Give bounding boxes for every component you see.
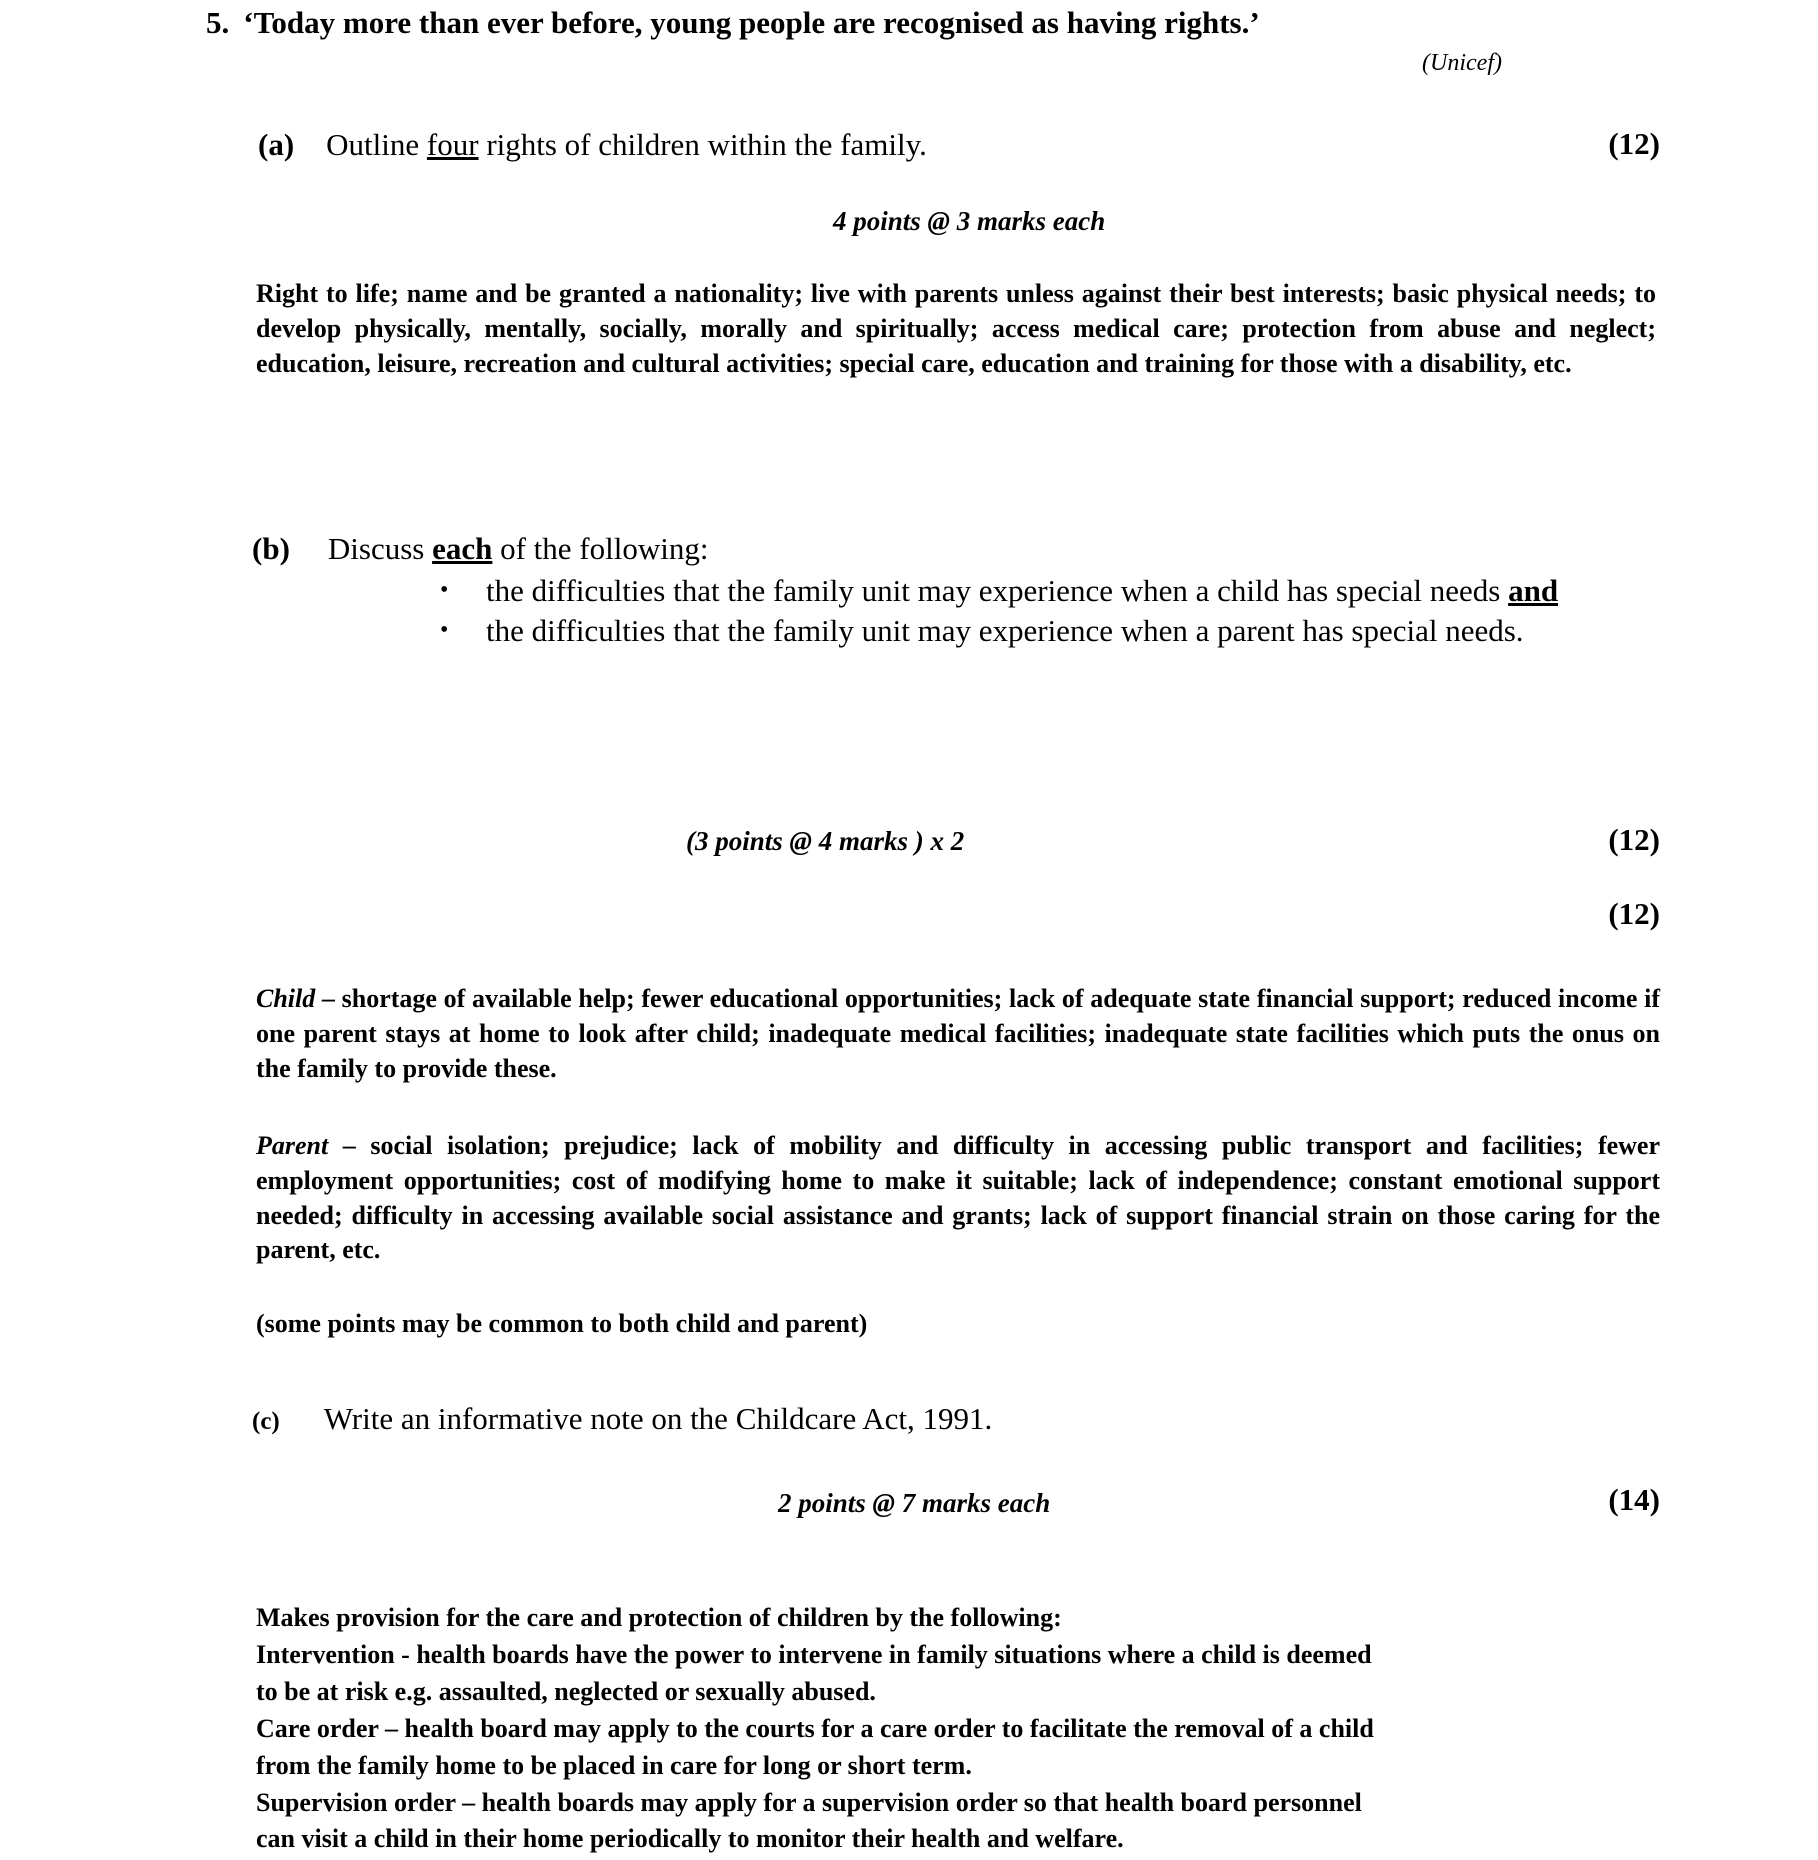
part-b-text — [328, 530, 1252, 567]
list-item — [440, 612, 1630, 650]
part-b-bullet-list — [440, 572, 1630, 652]
part-c-label: (c) — [252, 1408, 280, 1435]
part-b-scheme: (3 points @ 4 marks ) x 2 — [686, 826, 965, 856]
part-b-label: (b) — [252, 531, 290, 566]
part-b-marks-second: (12) — [1608, 896, 1660, 931]
part-a-row — [258, 126, 1318, 163]
answer-line: to be at risk e.g. assaulted, neglected or sexually abused. — [256, 1676, 876, 1706]
part-b-row — [252, 530, 1252, 567]
answer-line: can visit a child in their home periodically to monitor their health and welfare. — [256, 1824, 1124, 1854]
question-number: 5. — [206, 5, 230, 40]
part-b-answer-child — [256, 982, 1660, 1086]
bullet-text-before: the difficulties that the family unit may experience when a parent has special needs. — [486, 613, 1524, 649]
list-item — [440, 572, 1630, 610]
bullet-text — [486, 572, 1630, 610]
part-b-marks-first: (12) — [1608, 822, 1660, 857]
answer-line: Intervention - health boards have the power to intervene in family situations where a child is deemed — [256, 1639, 1372, 1669]
answer-child-lead: Child — [256, 984, 316, 1013]
part-b-text-before: Discuss — [327, 531, 433, 566]
bullet-icon: • — [440, 617, 449, 644]
part-c-answer — [256, 1600, 1676, 1858]
part-a-text — [326, 126, 1318, 163]
part-c-marks: (14) — [1608, 1482, 1660, 1517]
answer-parent-body: – social isolation; prejudice; lack of mobility and difficulty in accessing public transport and facilities; fewer employment opportunities; cost of modifying home to make it suitable; lack of independence; constant emotional support needed; difficulty in accessing available social assistance and grants; lack of support financial strain on those caring for the parent, etc. — [256, 1131, 1660, 1265]
answer-line: Makes provision for the care and protection of children by the following: — [256, 1603, 1062, 1632]
part-a-label: (a) — [258, 127, 295, 162]
bullet-text-before: the difficulties that the family unit may experience when a child has special needs — [486, 573, 1509, 608]
question-attribution: (Unicef) — [1422, 50, 1502, 76]
part-c-row — [252, 1400, 1352, 1437]
part-a-underlined-word: four — [426, 127, 479, 162]
bullet-icon: • — [440, 577, 449, 603]
part-b-emphasis-word: each — [432, 531, 493, 566]
answer-child-body: – shortage of available help; fewer educational opportunities; lack of adequate state financial support; reduced income if one parent stays at home to look after child; inadequate medical facilities; inadequate state facilities which puts the onus on the family to provide these. — [256, 984, 1660, 1083]
bullet-text — [486, 612, 1630, 650]
bullet-emphasis-word: and — [1508, 573, 1559, 608]
part-a-marks: (12) — [1608, 126, 1660, 161]
question-stem: ‘Today more than ever before, young people are recognised as having rights.’ — [243, 5, 1260, 40]
answer-parent-lead: Parent — [256, 1131, 329, 1160]
answer-line: Supervision order – health boards may apply for a supervision order so that health board personnel — [256, 1787, 1362, 1817]
part-c-scheme: 2 points @ 7 marks each — [778, 1488, 1051, 1518]
part-b-text-after: of the following: — [492, 531, 709, 566]
question-header — [206, 5, 1668, 76]
answer-line: from the family home to be placed in care for long or short term. — [256, 1750, 972, 1780]
part-a-text-after: rights of children within the family. — [478, 127, 927, 162]
part-b-answer-parent — [256, 1129, 1660, 1268]
part-a-answer: Right to life; name and be granted a nationality; live with parents unless against their best interests; basic physical needs; to develop physically, mentally, socially, morally and spiritually; access medical care; protection from abuse and neglect; education, leisure, recreation and cultural activities; special care, education and training for those with a disability, etc. — [256, 279, 1656, 378]
part-a-text-before: Outline — [326, 127, 427, 162]
part-a-scheme: 4 points @ 3 marks each — [833, 206, 1106, 236]
answer-line: Care order – health board may apply to the courts for a care order to facilitate the removal of a child — [256, 1713, 1374, 1743]
part-c-text: Write an informative note on the Childcare Act, 1991. — [323, 1401, 993, 1436]
part-b-answer-note: (some points may be common to both child and parent) — [256, 1309, 868, 1338]
